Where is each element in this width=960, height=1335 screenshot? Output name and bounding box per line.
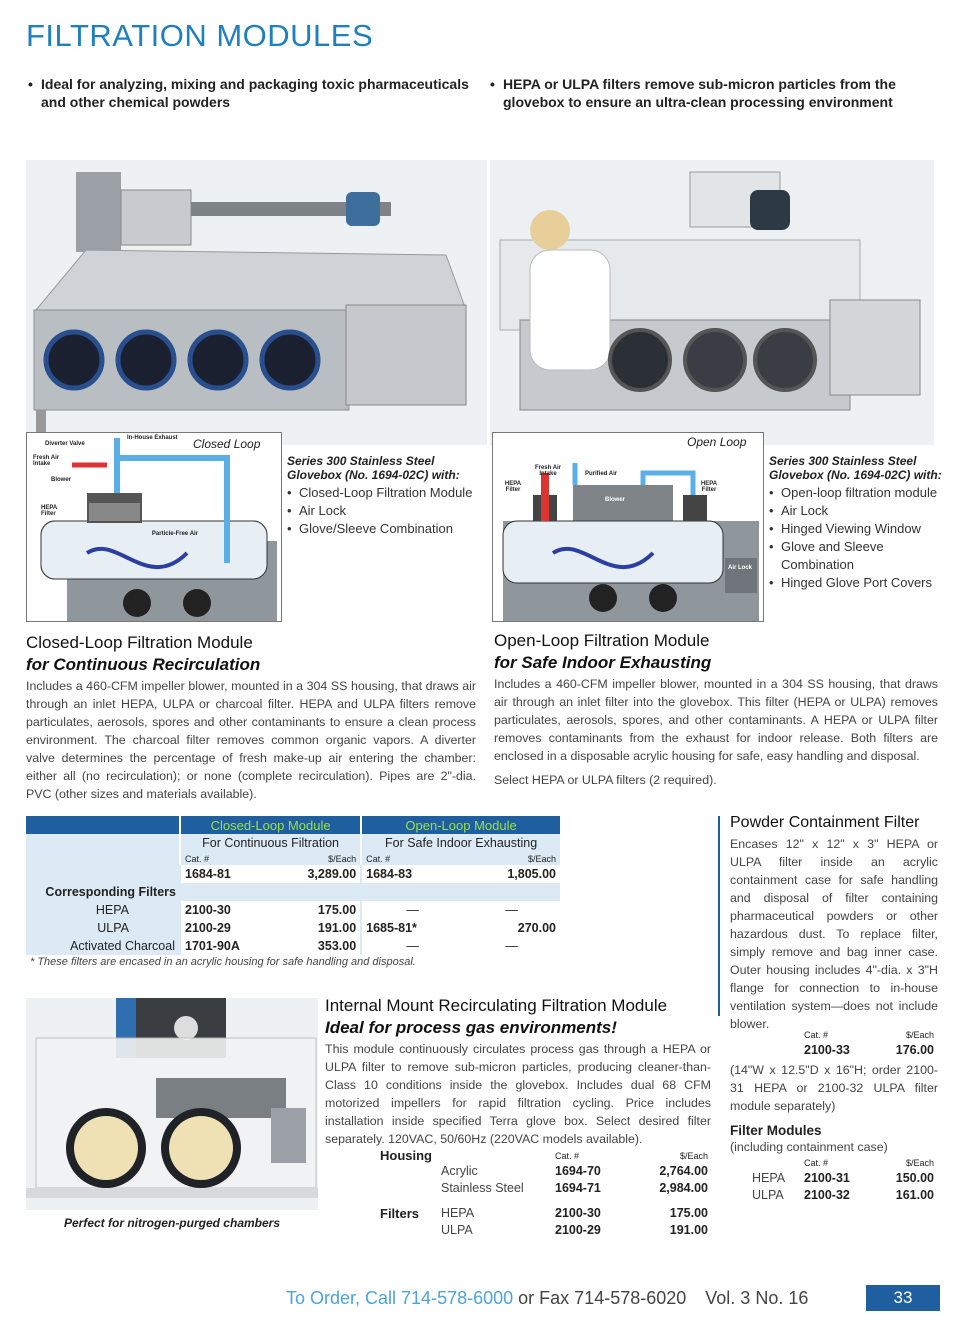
closed-loop-diagram bbox=[26, 432, 282, 622]
table-row bbox=[380, 1223, 710, 1240]
price: 1,805.00 bbox=[507, 867, 556, 881]
feature-list bbox=[287, 484, 485, 538]
diagram-label: Blower bbox=[605, 497, 626, 503]
open-loop-section bbox=[494, 631, 938, 789]
section-heading: Internal Mount Recirculating Filtration Module bbox=[325, 996, 668, 1015]
cat-label: Cat. # bbox=[804, 1158, 829, 1168]
diagram-label: Purified Air bbox=[585, 471, 618, 477]
bullet-text: HEPA or ULPA filters remove sub-micron particles from the glovebox to ensure an ultra-clean processing environment bbox=[503, 76, 896, 110]
internal-price-list bbox=[380, 1148, 710, 1240]
cat-number: 2100-31 bbox=[804, 1171, 850, 1185]
feature-item: • Glove/Sleeve Combination bbox=[287, 520, 485, 538]
filter-name: ULPA bbox=[26, 919, 180, 937]
cat-number: 1694-71 bbox=[555, 1181, 601, 1195]
each-label: $/Each bbox=[905, 1030, 934, 1040]
footer-contact bbox=[286, 1288, 808, 1309]
open-loop-diagram bbox=[492, 432, 764, 622]
table-row bbox=[730, 1043, 938, 1061]
cat-number: 1694-70 bbox=[555, 1164, 601, 1178]
section-subheading: Ideal for process gas environments! bbox=[325, 1018, 617, 1037]
closed-loop-section bbox=[26, 633, 476, 803]
filter-name: ULPA bbox=[752, 1188, 784, 1202]
feature-item: • Air Lock bbox=[287, 502, 485, 520]
table-header: Closed-Loop Module bbox=[180, 816, 361, 834]
cat-number: 1685-81* bbox=[361, 919, 463, 937]
price: 191.00 bbox=[669, 1223, 708, 1237]
each-label: $/Each bbox=[905, 1158, 934, 1168]
cat-number: 2100-29 bbox=[180, 919, 275, 937]
cat-label: Cat. # bbox=[361, 852, 463, 865]
table-header: Open-Loop Module bbox=[361, 816, 560, 834]
each-label: $/Each bbox=[328, 853, 357, 864]
table-row bbox=[380, 1164, 710, 1181]
table-subheader: For Continuous Filtration bbox=[180, 834, 361, 852]
feature-item: • Hinged Glove Port Covers bbox=[769, 574, 954, 592]
cat-number: 2100-30 bbox=[555, 1206, 601, 1220]
section-body: Encases 12" x 12" x 3" HEPA or ULPA filter inside an acrylic containment case for safe handling and disposal of filter containing pharmaceutical powders or other hazardous dust. To replace filter, simply remove and bag inner case. Outer housing includes 4"-dia. x 3"H flange for connection to in-house ventilation system—does not include blower. bbox=[730, 837, 938, 1031]
diagram-label: Fresh Air Intake bbox=[33, 455, 60, 467]
diagram-label: In-House Exhaust bbox=[127, 435, 178, 441]
filter-modules-heading: Filter Modules bbox=[730, 1123, 822, 1138]
section-subheading: for Continuous Recirculation bbox=[26, 655, 261, 674]
photo-caption: Perfect for nitrogen-purged chambers bbox=[63, 1216, 281, 1230]
feature-item: • Hinged Viewing Window bbox=[769, 520, 954, 538]
feature-item: • Air Lock bbox=[769, 502, 954, 520]
table-row bbox=[380, 1206, 710, 1223]
each-label: $/Each bbox=[679, 1151, 708, 1161]
filter-name: Activated Charcoal bbox=[26, 937, 180, 955]
powder-price bbox=[730, 1030, 938, 1205]
cat-label: Cat. # bbox=[555, 1151, 580, 1161]
diagram-title: Closed Loop bbox=[193, 437, 261, 451]
cat-number: 1701-90A bbox=[180, 937, 275, 955]
housing-name: Stainless Steel bbox=[441, 1181, 524, 1195]
cat-number: 2100-33 bbox=[804, 1043, 850, 1057]
filter-name: ULPA bbox=[441, 1223, 473, 1237]
cat-number: 2100-32 bbox=[804, 1188, 850, 1202]
price: 2,984.00 bbox=[659, 1181, 708, 1195]
housing-label: Housing bbox=[380, 1148, 432, 1163]
cat-number: 2100-30 bbox=[180, 901, 275, 919]
caption-title: Series 300 Stainless Steel Glovebox (No. 1694-02C) with: bbox=[287, 454, 460, 482]
diagram-label: Diverter Valve bbox=[45, 441, 85, 447]
price: — bbox=[505, 903, 518, 917]
cat-label: Cat. # bbox=[804, 1030, 829, 1040]
section-heading: Powder Containment Filter bbox=[730, 814, 920, 831]
table-row bbox=[26, 937, 560, 955]
price: 161.00 bbox=[895, 1188, 934, 1202]
feature-item: • Closed-Loop Filtration Module bbox=[287, 484, 485, 502]
section-body: This module continuously circulates process gas through a HEPA or ULPA filter to remove sub-micron particles, producing cleaner-than-Class 10 conditions inside the glovebox. Includes dual 68 CFM motorized impellers for rapid filtration cycling. Price includes installation inside specified Terra glove box. Select desired filter separately. 120VAC, 50/60Hz (220VAC models available). bbox=[325, 1042, 711, 1146]
table-footnote: * These filters are encased in an acrylic housing for safe handling and disposal. bbox=[30, 956, 416, 968]
order-phone: To Order, Call 714-578-6000 bbox=[286, 1288, 514, 1308]
section-heading: Closed-Loop Filtration Module bbox=[26, 633, 253, 652]
bullet-item: • Ideal for analyzing, mixing and packaging toxic pharmaceuticals and other chemical powders bbox=[28, 76, 469, 110]
open-loop-caption bbox=[769, 454, 954, 592]
price: 2,764.00 bbox=[659, 1164, 708, 1178]
diagram-label: Blower bbox=[51, 477, 72, 483]
bullet-item: • HEPA or ULPA filters remove sub-micron particles from the glovebox to ensure an ultra-clean processing environment bbox=[490, 76, 896, 110]
closed-loop-caption bbox=[287, 454, 485, 538]
price: 3,289.00 bbox=[307, 867, 357, 881]
table-row bbox=[730, 1188, 938, 1205]
section-heading: Open-Loop Filtration Module bbox=[494, 631, 710, 650]
feature-item: • Glove and Sleeve Combination bbox=[769, 538, 954, 574]
cat-number: 1684-81 bbox=[180, 865, 275, 883]
price: — bbox=[505, 939, 518, 953]
feature-item: • Open-loop filtration module bbox=[769, 484, 954, 502]
price: 353.00 bbox=[317, 939, 357, 953]
price: 191.00 bbox=[317, 921, 357, 935]
table-row bbox=[380, 1181, 710, 1198]
diagram-title: Open Loop bbox=[687, 435, 747, 449]
diagram-label: HEPA Filter bbox=[41, 505, 58, 517]
housing-name: Acrylic bbox=[441, 1164, 478, 1178]
feature-list bbox=[769, 484, 954, 592]
section-divider bbox=[718, 816, 720, 1016]
filter-name: HEPA bbox=[752, 1171, 786, 1185]
section-body: Includes a 460-CFM impeller blower, mounted in a 304 SS housing, that draws air through an inlet HEPA, ULPA or charcoal filter. HEPA and ULPA filters remove particulates, aerosols, spores and other contaminants to ensure a clean process environment. The charcoal filter removes common organic vapors. A diverter valve determines the percentage of fresh make-up air entering the chamber: either all (no recirculation); or none (complete recirculation). Pipes are 2"-dia. PVC (other sizes and materials available). bbox=[26, 679, 476, 801]
powder-note: (14"W x 12.5"D x 16"H; order 2100-31 HEPA or 2100-32 ULPA filter module separately) bbox=[730, 1063, 938, 1113]
price: 270.00 bbox=[517, 921, 556, 935]
caption-title: Series 300 Stainless Steel Glovebox (No. 1694-02C) with: bbox=[769, 454, 942, 482]
price: 176.00 bbox=[895, 1043, 934, 1057]
powder-section bbox=[730, 814, 938, 1033]
volume-label: Vol. 3 No. 16 bbox=[705, 1288, 809, 1308]
page-title: FILTRATION MODULES bbox=[26, 18, 374, 53]
cat-label: Cat. # bbox=[180, 852, 275, 865]
fax-number: or Fax 714-578-6020 bbox=[518, 1288, 687, 1308]
table-row bbox=[26, 865, 560, 883]
filter-name: HEPA bbox=[441, 1206, 475, 1220]
cat-number: — bbox=[361, 937, 463, 955]
cat-number: — bbox=[361, 901, 463, 919]
closed-loop-glovebox-photo bbox=[26, 160, 487, 445]
diagram-label: Air Lock bbox=[727, 565, 752, 571]
section-body: Includes a 460-CFM impeller blower, mounted in a 304 SS housing, that draws air through an inlet filter into the glovebox. This filter (HEPA or ULPA) removes particulates, aerosols, spores, and other contaminants. A HEPA or ULPA filter removes contaminants from the exhaust for indoor release. Both filters are enclosed in a disposable acrylic housing for safe, easy handling and disposal. bbox=[494, 677, 938, 763]
filters-label: Corresponding Filters bbox=[45, 885, 176, 899]
diagram-label: HEPA Filter bbox=[700, 481, 718, 493]
cat-number: 1684-83 bbox=[361, 865, 463, 883]
bullet-text: Ideal for analyzing, mixing and packaging toxic pharmaceuticals and other chemical powders bbox=[41, 76, 469, 110]
section-note: Select HEPA or ULPA filters (2 required). bbox=[494, 773, 717, 787]
module-price-table bbox=[26, 816, 560, 968]
internal-mount-section bbox=[325, 996, 711, 1148]
cat-number: 2100-29 bbox=[555, 1223, 601, 1237]
each-label: $/Each bbox=[527, 853, 556, 864]
table-row bbox=[730, 1171, 938, 1188]
filter-name: HEPA bbox=[26, 901, 180, 919]
table-subheader: For Safe Indoor Exhausting bbox=[361, 834, 560, 852]
table-row bbox=[26, 901, 560, 919]
filter-modules-subheading: (including containment case) bbox=[730, 1140, 888, 1154]
diagram-label: Fresh Air Intake bbox=[534, 465, 562, 477]
filters-label: Filters bbox=[380, 1206, 420, 1221]
table-row bbox=[26, 919, 560, 937]
section-subheading: for Safe Indoor Exhausting bbox=[494, 653, 712, 672]
page-number: 33 bbox=[866, 1285, 940, 1311]
price: 175.00 bbox=[317, 903, 357, 917]
price: 175.00 bbox=[669, 1206, 708, 1220]
open-loop-glovebox-photo bbox=[490, 160, 934, 445]
price: 150.00 bbox=[895, 1171, 934, 1185]
diagram-label: HEPA Filter bbox=[504, 481, 522, 493]
diagram-label: Particle-Free Air bbox=[151, 531, 199, 537]
internal-mount-photo bbox=[26, 998, 318, 1210]
